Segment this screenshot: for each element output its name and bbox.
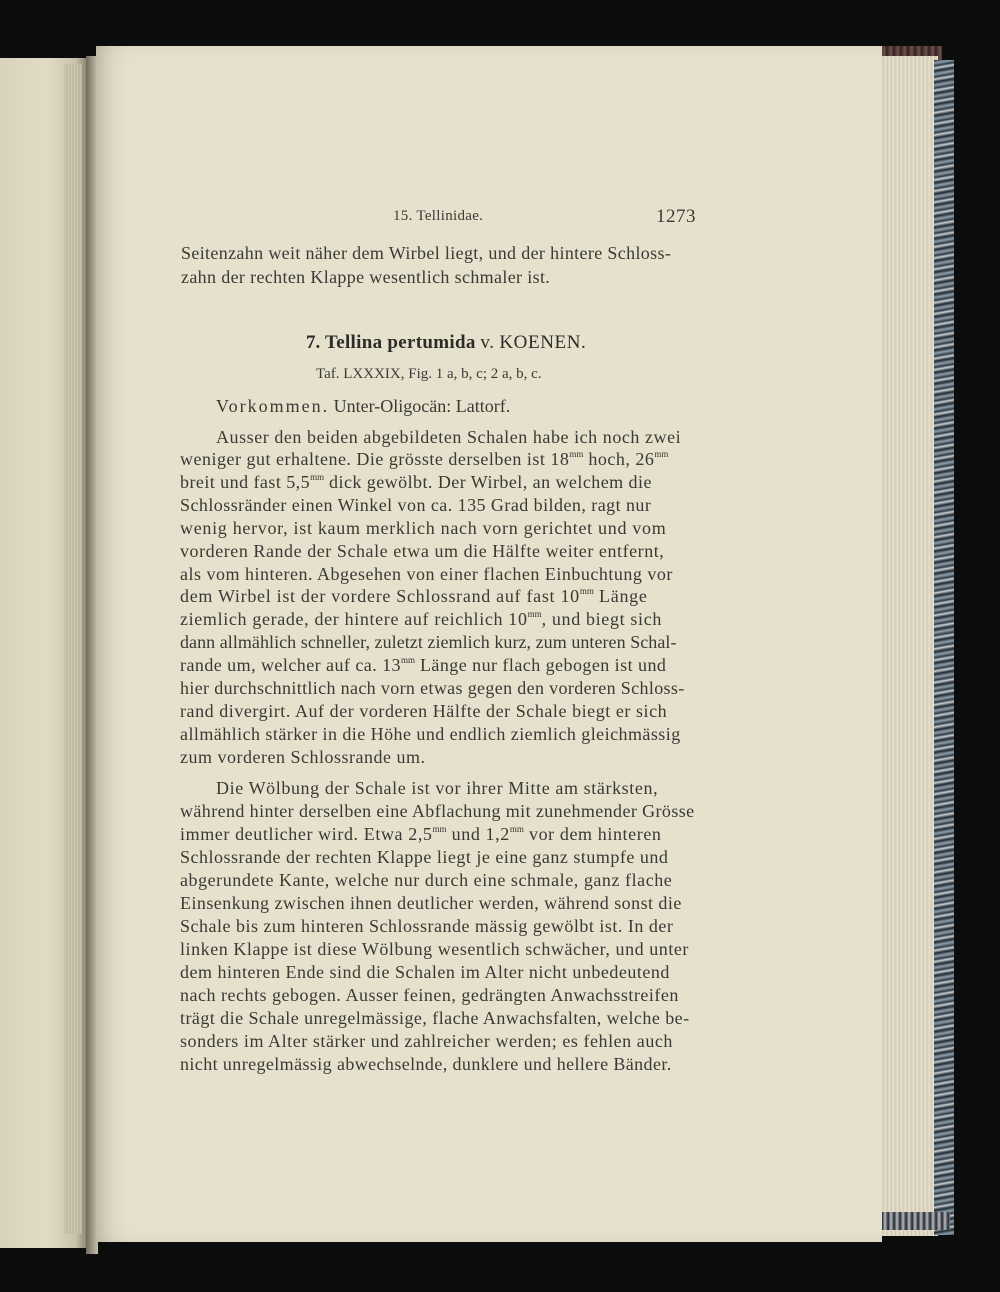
p1-line: rand divergirt. Auf der vorderen Hälfte der Schale biegt er sich [180, 701, 668, 721]
p2-line: während hinter derselben eine Abflachung mit zunehmender Grösse [180, 801, 695, 821]
intro-line-2: zahn der rechten Klappe wesentlich schmaler ist. [181, 267, 551, 287]
p1-line: vorderen Rande der Schale etwa um die Hälfte weiter entfernt, [180, 541, 665, 561]
p1-line: allmählich stärker in die Höhe und endlich ziemlich gleichmässig [180, 724, 681, 744]
p1-line: breit und fast $5,5^{mm}$ dick gewölbt. Der Wirbel, an welchem die [180, 472, 652, 492]
p2-line: nach rechts gebogen. Ausser feinen, gedrängten Anwachsstreifen [180, 985, 679, 1005]
p1-line: als vom hinteren. Abgesehen von einer flachen Einbuchtung vor [180, 564, 673, 584]
page-number: 1273 [656, 206, 696, 227]
p1-line: dem Wirbel ist der vordere Schlossrand auf fast $10^{mm}$ Länge [180, 586, 648, 606]
p1-line: dann allmählich schneller, zuletzt ziemlich kurz, zum unteren Schal- [180, 632, 677, 652]
p2-line: Schale bis zum hinteren Schlossrande mässig gewölbt ist. In der [180, 916, 674, 936]
species-number: 7. [306, 332, 321, 353]
marbled-cover-edge [934, 60, 954, 1235]
p2-line: linken Klappe ist diese Wölbung wesentlich schwächer, und unter [180, 939, 689, 959]
p2-line: Schlossrande der rechten Klappe liegt je eine ganz stumpfe und [180, 847, 669, 867]
p1-line: rande um, welcher auf ca. $13^{mm}$ Länge nur flach gebogen ist und [180, 655, 667, 675]
page-stack-edge [876, 56, 938, 1236]
species-heading [306, 332, 586, 354]
p2-line: trägt die Schale unregelmässige, flache Anwachsfalten, welche be- [180, 1008, 690, 1028]
p2-line: Einsenkung zwischen ihnen deutlicher werden, während sonst die [180, 893, 682, 913]
p1-line: Ausser den beiden abgebildeten Schalen habe ich noch zwei [216, 427, 682, 447]
p1-line: hier durchschnittlich nach vorn etwas gegen den vorderen Schloss- [180, 678, 685, 698]
p1-line: wenig hervor, ist kaum merklich nach vorn gerichtet und vom [180, 518, 667, 538]
plate-reference: Taf. LXXXIX, Fig. 1 a, b, c; 2 a, b, c. [316, 366, 542, 382]
species-author-prefix: v. [480, 332, 495, 353]
p1-line: ziemlich gerade, der hintere auf reichlich $10^{mm}$, und biegt sich [180, 609, 662, 629]
species-name: Tellina pertumida [325, 332, 476, 353]
p2-line: Die Wölbung der Schale ist vor ihrer Mitte am stärksten, [216, 778, 659, 798]
p2-line: sonders im Alter stärker und zahlreicher werden; es fehlen auch [180, 1031, 673, 1051]
p2-line: abgerundete Kante, welche nur durch eine schmale, ganz flache [180, 870, 673, 890]
occurrence-value: Unter-Oligocän: Lattorf. [333, 396, 511, 416]
running-header [180, 206, 696, 232]
intro-line-1: Seitenzahn weit näher dem Wirbel liegt, und der hintere Schloss- [181, 243, 672, 263]
p2-line: dem hinteren Ende sind die Schalen im Alter nicht unbedeutend [180, 962, 670, 982]
p1-line: zum vorderen Schlossrande um. [180, 747, 426, 767]
section-title: 15. Tellinidae. [393, 208, 484, 224]
occurrence-label: Vorkommen. [216, 396, 330, 416]
p2-line: nicht unregelmässig abwechselnde, dunklere und hellere Bänder. [180, 1054, 672, 1074]
p2-line: immer deutlicher wird. Etwa $2,5^{mm}$ und $1,2^{mm}$ vor dem hinteren [180, 824, 662, 844]
p1-line: Schlossränder einen Winkel von ca. 135 Grad bilden, ragt nur [180, 495, 652, 515]
left-page-fore-edge [64, 64, 82, 1234]
occurrence-line [216, 396, 510, 417]
tailband [870, 1212, 950, 1230]
species-author: KOENEN. [499, 332, 587, 353]
p1-line: weniger gut erhaltene. Die grösste derselben ist $18^{mm}$ hoch, $26^{mm}$ [180, 449, 669, 469]
